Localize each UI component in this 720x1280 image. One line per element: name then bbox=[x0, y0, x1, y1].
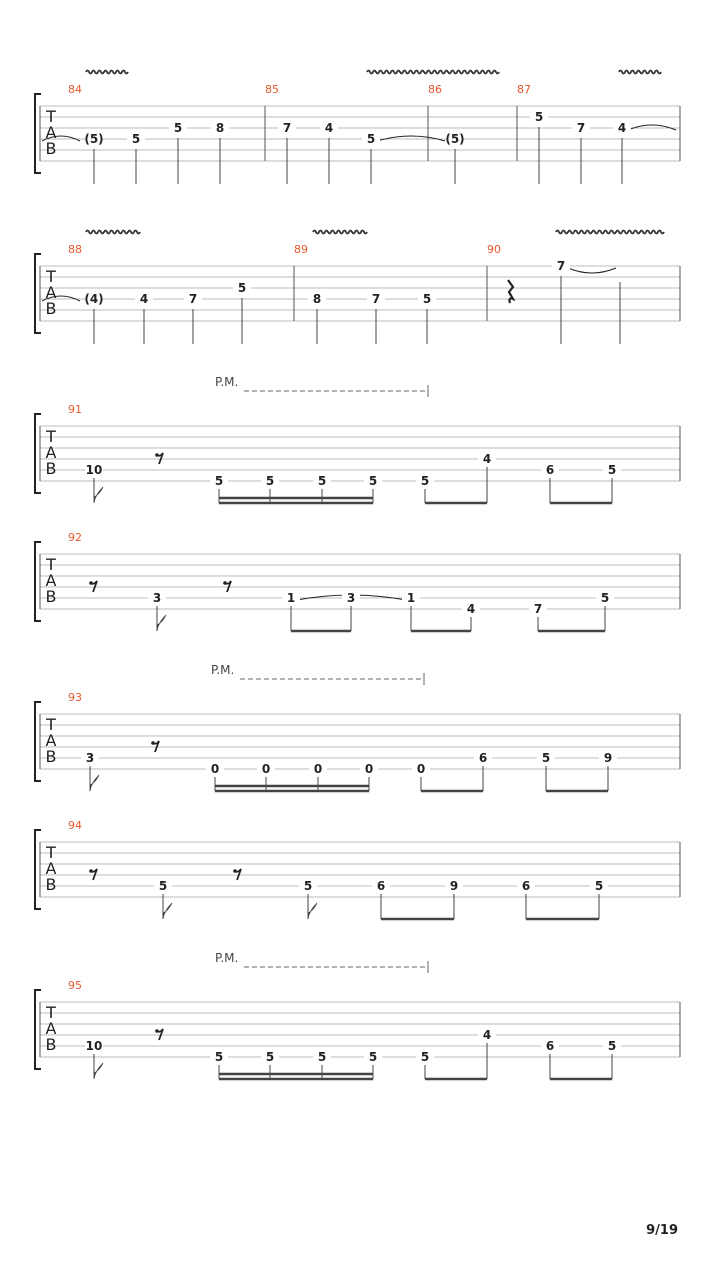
note-flag bbox=[157, 615, 166, 631]
fret-number: 5 bbox=[158, 879, 168, 893]
tab-clef-t: T bbox=[46, 843, 56, 862]
fret-number: 1 bbox=[406, 591, 416, 605]
measure-number: 88 bbox=[68, 243, 82, 256]
fret-number: 5 bbox=[368, 1050, 378, 1064]
measure-number: 94 bbox=[68, 819, 82, 832]
fret-number: 7 bbox=[533, 602, 543, 616]
tab-clef-a: A bbox=[45, 443, 57, 462]
tab-clef-t: T bbox=[46, 427, 56, 446]
note-flag bbox=[163, 903, 172, 919]
fret-number: 5 bbox=[594, 879, 604, 893]
fret-number: 5 bbox=[214, 1050, 224, 1064]
fret-number: 0 bbox=[261, 762, 271, 776]
fret-number: 5 bbox=[541, 751, 551, 765]
fret-number: 5 bbox=[420, 1050, 430, 1064]
tab-clef-a: A bbox=[45, 123, 57, 142]
measure-number: 95 bbox=[68, 979, 82, 992]
fret-number: 5 bbox=[214, 474, 224, 488]
fret-number: 1 bbox=[286, 591, 296, 605]
fret-number: 6 bbox=[521, 879, 531, 893]
fret-number: 5 bbox=[317, 474, 327, 488]
tab-clef-b: B bbox=[45, 1035, 57, 1054]
fret-number: 10 bbox=[85, 1039, 103, 1053]
fret-number: 8 bbox=[312, 292, 322, 306]
tab-clef-t: T bbox=[46, 107, 56, 126]
tab-system bbox=[35, 531, 680, 631]
fret-number: 10 bbox=[85, 463, 103, 477]
measure-88 bbox=[68, 243, 251, 344]
eighth-rest-dot bbox=[155, 453, 159, 457]
measure-94 bbox=[68, 819, 608, 893]
measure-number: 92 bbox=[68, 531, 82, 544]
tab-clef-t: T bbox=[46, 715, 56, 734]
tie-arc bbox=[568, 268, 616, 273]
tab-clef-t: T bbox=[46, 267, 56, 286]
measure-84 bbox=[68, 83, 229, 184]
fret-number: 5 bbox=[607, 463, 617, 477]
fret-number: 4 bbox=[482, 452, 492, 466]
fret-number: 5 bbox=[422, 292, 432, 306]
fret-number: 0 bbox=[313, 762, 323, 776]
tab-clef-t: T bbox=[46, 555, 56, 574]
fret-number: 6 bbox=[545, 463, 555, 477]
fret-number: 9 bbox=[603, 751, 613, 765]
tab-clef-b: B bbox=[45, 875, 57, 894]
vibrato-mark bbox=[367, 71, 499, 74]
fret-number: 5 bbox=[420, 474, 430, 488]
tab-clef-b: B bbox=[45, 459, 57, 478]
tab-system bbox=[35, 231, 680, 345]
vibrato-mark bbox=[313, 231, 367, 234]
tab-system bbox=[35, 819, 680, 919]
measure-90 bbox=[487, 243, 570, 344]
eighth-rest-dot bbox=[155, 1029, 159, 1033]
fret-number: 7 bbox=[282, 121, 292, 135]
fret-number: 7 bbox=[188, 292, 198, 306]
note-flag bbox=[94, 487, 103, 503]
fret-number: 3 bbox=[346, 591, 356, 605]
fret-number: 4 bbox=[617, 121, 627, 135]
palm-mute-label: P.M. bbox=[211, 663, 235, 677]
tab-clef-b: B bbox=[45, 299, 57, 318]
tab-clef-b: B bbox=[45, 587, 57, 606]
measure-89 bbox=[294, 243, 436, 344]
measure-number: 85 bbox=[265, 83, 279, 96]
fret-number: 5 bbox=[368, 474, 378, 488]
measure-95 bbox=[68, 979, 621, 1064]
fret-number: 5 bbox=[317, 1050, 327, 1064]
fret-number: (5) bbox=[445, 132, 465, 146]
measure-number: 91 bbox=[68, 403, 82, 416]
measure-number: 86 bbox=[428, 83, 442, 96]
measure-92 bbox=[68, 531, 614, 616]
measure-87 bbox=[517, 83, 631, 184]
fret-number: 4 bbox=[324, 121, 334, 135]
fret-number: 7 bbox=[556, 259, 566, 273]
eighth-rest-dot bbox=[233, 869, 237, 873]
palm-mute-label: P.M. bbox=[215, 951, 239, 965]
fret-number: 4 bbox=[482, 1028, 492, 1042]
measure-93 bbox=[68, 691, 617, 776]
fret-number: 7 bbox=[576, 121, 586, 135]
fret-number: 5 bbox=[534, 110, 544, 124]
fret-number: 5 bbox=[237, 281, 247, 295]
fret-number: 0 bbox=[364, 762, 374, 776]
fret-number: 5 bbox=[265, 1050, 275, 1064]
tab-clef-a: A bbox=[45, 859, 57, 878]
eighth-rest-dot bbox=[151, 741, 155, 745]
tab-clef-a: A bbox=[45, 731, 57, 750]
measure-number: 93 bbox=[68, 691, 82, 704]
measure-number: 89 bbox=[294, 243, 308, 256]
fret-number: 4 bbox=[139, 292, 149, 306]
fret-number: 3 bbox=[85, 751, 95, 765]
fret-number: 7 bbox=[371, 292, 381, 306]
measure-85 bbox=[265, 83, 380, 184]
vibrato-mark bbox=[86, 71, 128, 74]
measure-91 bbox=[68, 403, 621, 488]
fret-number: 6 bbox=[478, 751, 488, 765]
fret-number: (4) bbox=[84, 292, 104, 306]
fret-number: 5 bbox=[366, 132, 376, 146]
fret-number: 3 bbox=[152, 591, 162, 605]
tab-clef-b: B bbox=[45, 747, 57, 766]
tab-system bbox=[35, 951, 680, 1079]
fret-number: 5 bbox=[303, 879, 313, 893]
fret-number: 5 bbox=[607, 1039, 617, 1053]
fret-number: 5 bbox=[600, 591, 610, 605]
tab-system bbox=[35, 375, 680, 503]
tab-clef-t: T bbox=[46, 1003, 56, 1022]
tab-clef-a: A bbox=[45, 283, 57, 302]
measure-number: 84 bbox=[68, 83, 82, 96]
note-flag bbox=[94, 1063, 103, 1079]
vibrato-mark bbox=[556, 231, 664, 234]
measure-number: 87 bbox=[517, 83, 531, 96]
fret-number: 0 bbox=[416, 762, 426, 776]
eighth-rest-dot bbox=[89, 581, 93, 585]
eighth-rest-dot bbox=[89, 869, 93, 873]
eighth-rest-dot bbox=[223, 581, 227, 585]
vibrato-mark bbox=[619, 71, 661, 74]
quarter-rest bbox=[508, 280, 513, 303]
fret-number: 9 bbox=[449, 879, 459, 893]
fret-number: 0 bbox=[210, 762, 220, 776]
fret-number: 5 bbox=[265, 474, 275, 488]
vibrato-mark bbox=[86, 231, 140, 234]
fret-number: 8 bbox=[215, 121, 225, 135]
fret-number: 6 bbox=[545, 1039, 555, 1053]
measure-number: 90 bbox=[487, 243, 501, 256]
fret-number: 5 bbox=[131, 132, 141, 146]
palm-mute-label: P.M. bbox=[215, 375, 239, 389]
tab-system bbox=[35, 663, 680, 791]
fret-number: (5) bbox=[84, 132, 104, 146]
tab-clef-b: B bbox=[45, 139, 57, 158]
note-flag bbox=[90, 775, 99, 791]
tab-clef-a: A bbox=[45, 571, 57, 590]
fret-number: 5 bbox=[173, 121, 183, 135]
fret-number: 6 bbox=[376, 879, 386, 893]
fret-number: 4 bbox=[466, 602, 476, 616]
tab-clef-a: A bbox=[45, 1019, 57, 1038]
page-number: 9/19 bbox=[646, 1223, 678, 1238]
note-flag bbox=[308, 903, 317, 919]
measure-86 bbox=[428, 83, 465, 184]
tab-system bbox=[35, 71, 680, 185]
